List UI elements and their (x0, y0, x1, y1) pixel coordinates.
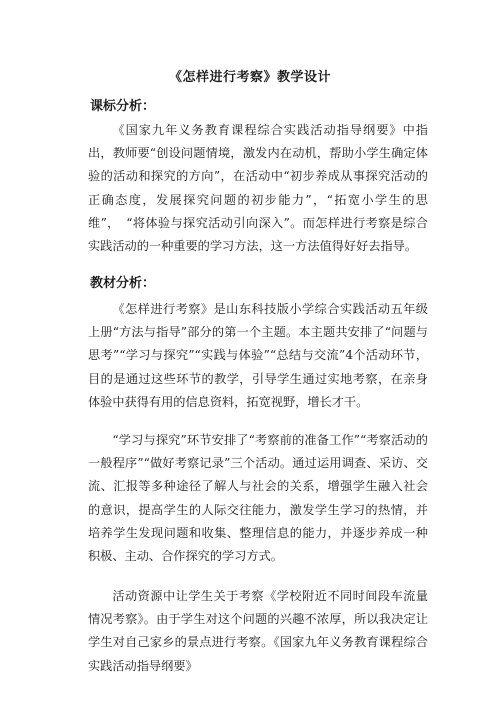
section-heading-curriculum: 课标分析： (90, 99, 156, 114)
paragraph-curriculum-analysis: 《国家九年义务教育课程综合实践活动指导纲要》中指出，教师要“创设问题情境，激发内在动机，帮助小学生确定体验的活动和探究的方向”，在活动中“初步养成从事探究活动的正确态度，发展探究问题的初步能力”，“拓宽小学生的思维”， “将体验与探究活动引向深入”。而怎样进行考察是综合实践活动的一种重要的学习方法，这一方法值得好好去指导。 (88, 123, 428, 254)
paragraph-textbook-analysis-2: “学习与探究”环节安排了“考察前的准备工作”“考察活动的一般程序”“做好考察记录”三个活动。通过运用调查、采访、交流、汇报等多种途径了解人与社会的关系，增强学生融入社会的意识，提高学生的人际交往能力，激发学生学习的热情，并培养学生发现问题和收集、整理信息的能力，并逐步养成一种积极、主动、合作探究的学习方式。 (88, 433, 428, 564)
document-title: 《怎样进行考察》教学设计 (168, 70, 331, 85)
paragraph-textbook-analysis-1: 《怎样进行考察》是山东科技版小学综合实践活动五年级上册“方法与指导”部分的第一个主题。本主题共安排了“问题与思考”“学习与探究”“实践与体验”“总结与交流”4个活动环节，目的是通过这些环节的教学，引导学生通过实地考察，在亲身体验中获得有用的信息资料，拓宽视野，增长才干。 (88, 302, 428, 409)
paragraph-textbook-analysis-3: 活动资源中让学生关于考察《学校附近不同时间段车流量情况考察》。由于学生对这个问题的兴趣不浓厚，所以我决定让学生对自己家乡的景点进行考察。《国家九年义务教育课程综合实践活动指导纲要》 (88, 589, 428, 673)
section-heading-textbook: 教材分析： (90, 276, 156, 291)
